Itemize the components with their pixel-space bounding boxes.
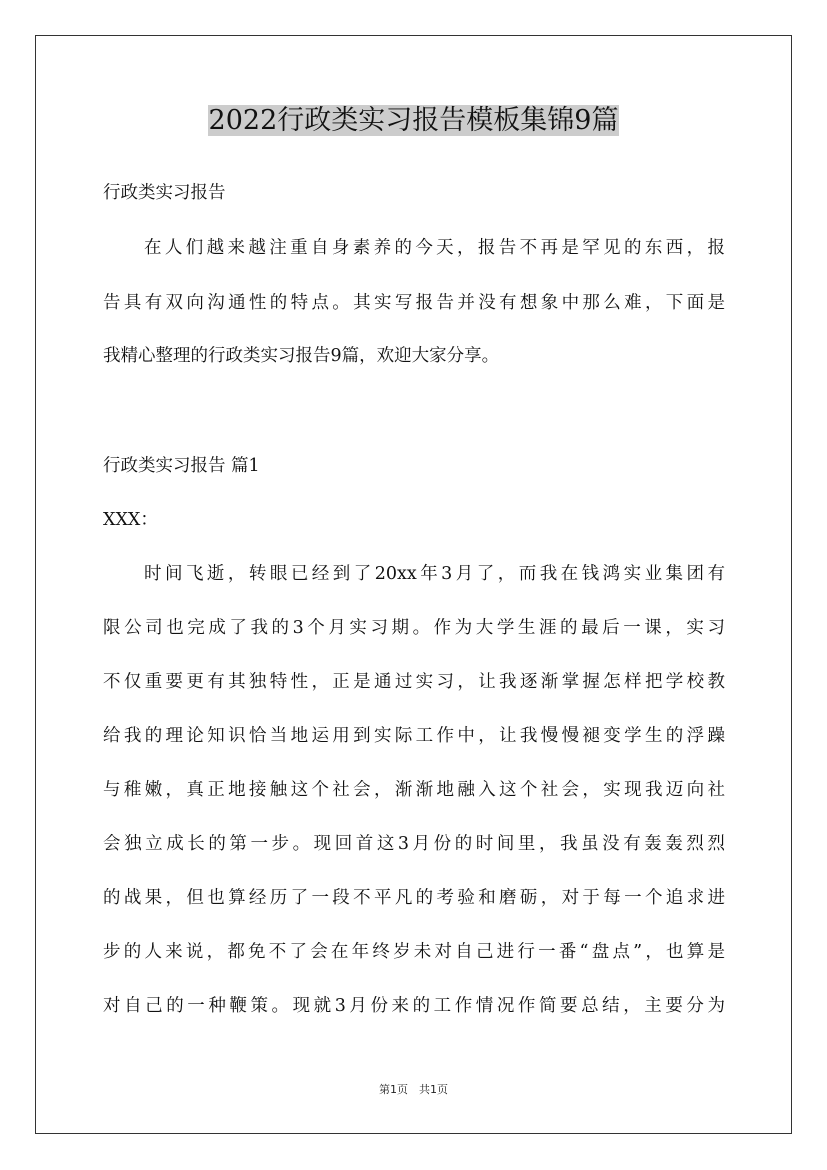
body-line-6: 会独立成长的第一步。现回首这3月份的时间里，我虽没有轰轰烈烈 xyxy=(103,834,725,854)
body-line-8: 步的人来说，都免不了会在年终岁未对自己进行一番“盘点”，也算是 xyxy=(103,942,725,962)
body-line-1: 时间飞逝，转眼已经到了20xx年3月了，而我在钱鸿实业集团有 xyxy=(144,564,725,584)
salutation: XXX： xyxy=(103,510,158,530)
body-line-7: 的战果，但也算经历了一段不平凡的考验和磨砺，对于每一个追求进 xyxy=(103,888,725,908)
section1-heading: 行政类实习报告 篇1 xyxy=(103,456,260,476)
body-line-3: 不仅重要更有其独特性，正是通过实习，让我逐渐掌握怎样把学校教 xyxy=(103,672,725,692)
intro-line-1: 在人们越来越注重自身素养的今天，报告不再是罕见的东西，报 xyxy=(144,238,725,258)
page-number-footer: 第1页 共1页 xyxy=(379,1083,448,1096)
body-line-9: 对自己的一种鞭策。现就3月份来的工作情况作简要总结，主要分为 xyxy=(103,996,725,1016)
body-line-2: 限公司也完成了我的3个月实习期。作为大学生涯的最后一课，实习 xyxy=(103,618,725,638)
intro-line-3: 我精心整理的行政类实习报告9篇，欢迎大家分享。 xyxy=(103,346,500,366)
intro-line-2: 告具有双向沟通性的特点。其实写报告并没有想象中那么难，下面是 xyxy=(103,293,725,313)
document-title: 2022行政类实习报告模板集锦9篇 xyxy=(208,105,619,136)
section-heading: 行政类实习报告 xyxy=(103,183,226,203)
body-line-4: 给我的理论知识恰当地运用到实际工作中，让我慢慢褪变学生的浮躁 xyxy=(103,726,725,746)
body-line-5: 与稚嫩，真正地接触这个社会，渐渐地融入这个社会，实现我迈向社 xyxy=(103,780,725,800)
